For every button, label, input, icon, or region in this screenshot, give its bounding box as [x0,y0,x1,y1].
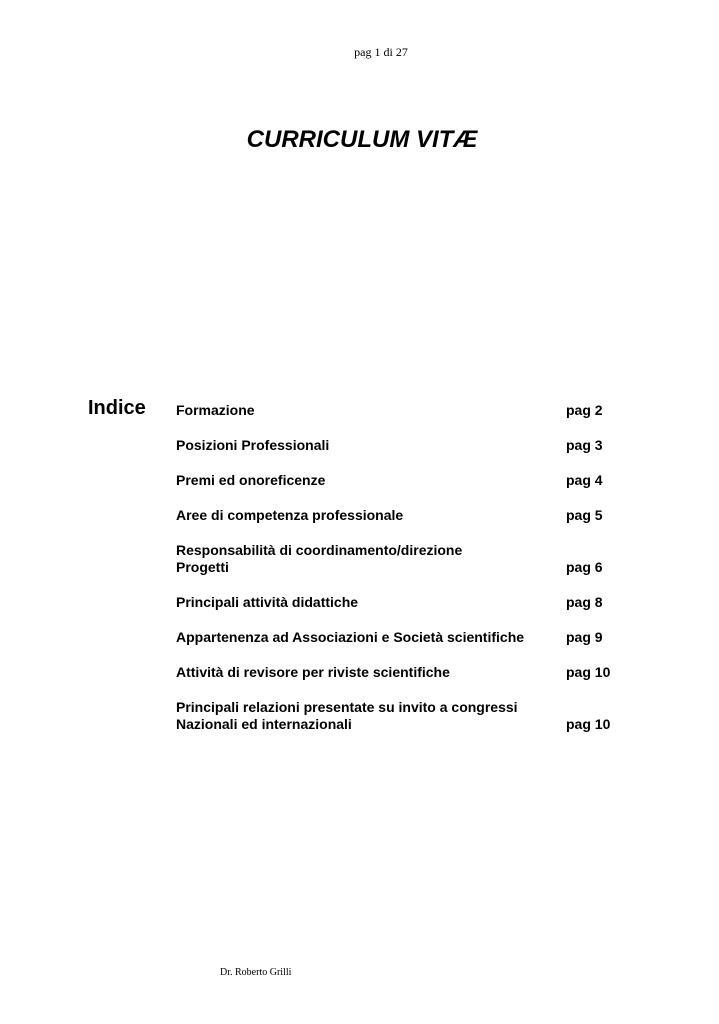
toc-entry-page: pag 10 [566,716,611,732]
index-label: Indice [88,397,146,419]
toc-entry-page: pag 10 [566,664,611,680]
toc-entry-premi-onoreficenze[interactable] [176,472,636,489]
toc-entry-formazione[interactable] [176,402,636,419]
toc-entry-page: pag 3 [566,437,603,453]
toc-entry-title: Formazione [176,402,255,418]
toc-entry-page: pag 4 [566,472,603,488]
author-footer: Dr. Roberto Grilli [220,967,292,978]
toc-entry-title: Aree di competenza professionale [176,507,404,523]
page-number: pag 1 di 27 [354,45,408,59]
toc-entry-aree-competenza[interactable] [176,507,636,524]
document-title: CURRICULUM VITÆ [246,126,478,153]
toc-entry-title: Principali relazioni presentate su invito a congressi Nazionali ed internazionali [176,699,518,732]
toc-entry-posizioni-professionali[interactable] [176,437,636,454]
toc-entry-responsabilita-coordinamento[interactable] [176,542,636,576]
toc-entry-title: Posizioni Professionali [176,437,330,453]
toc-entry-title: Appartenenza ad Associazioni e Società scientifiche [176,629,525,645]
toc-entry-title: Attività di revisore per riviste scientifiche [176,664,450,680]
toc-entry-title: Premi ed onoreficenze [176,472,326,488]
toc-entry-attivita-didattiche[interactable] [176,594,636,611]
toc-entry-page: pag 2 [566,402,603,418]
toc-entry-associazioni-societa[interactable] [176,629,636,646]
toc-entry-relazioni-congressi[interactable] [176,699,636,733]
toc-entry-page: pag 6 [566,559,603,575]
toc-entry-page: pag 5 [566,507,603,523]
toc-entry-page: pag 9 [566,629,603,645]
toc-entry-page: pag 8 [566,594,603,610]
toc-entry-revisore-riviste[interactable] [176,664,636,681]
table-of-contents [176,402,636,751]
toc-entry-title: Principali attività didattiche [176,594,359,610]
toc-entry-title: Responsabilità di coordinamento/direzione Progetti [176,542,463,575]
